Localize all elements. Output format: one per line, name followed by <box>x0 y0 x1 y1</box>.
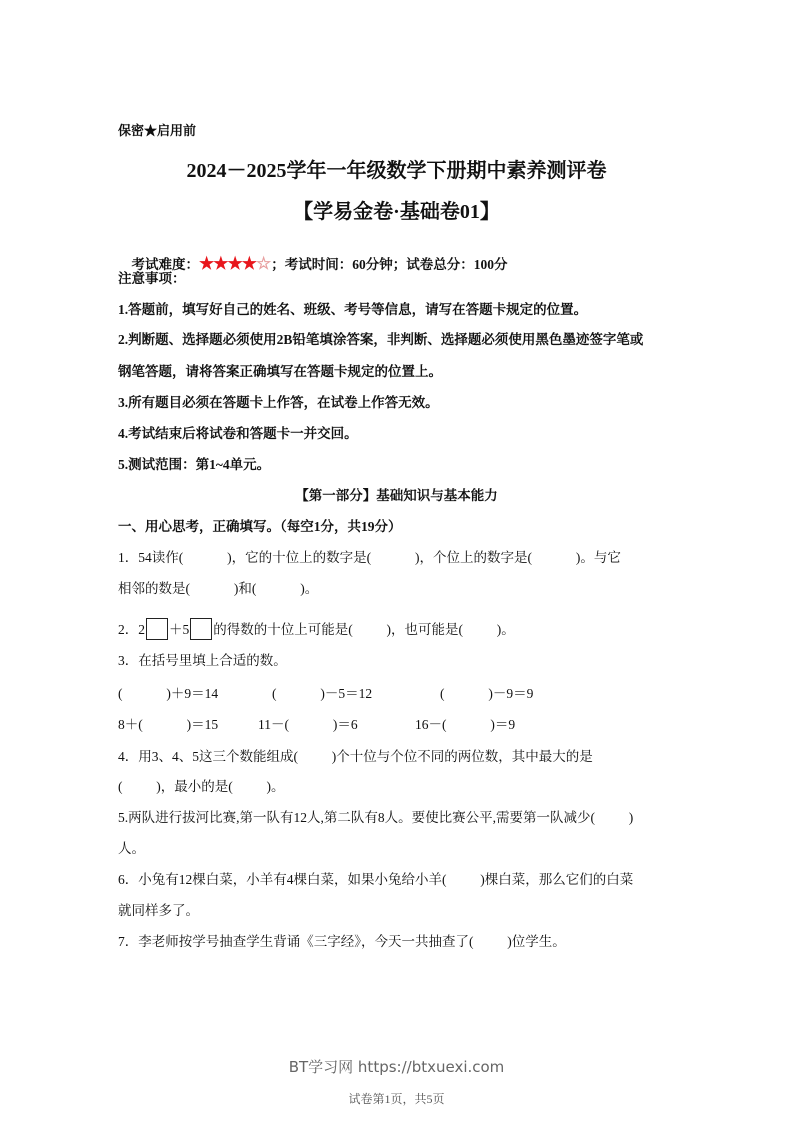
q3-equation: ( )－9＝9 <box>440 686 534 701</box>
question-1-line-2: 相邻的数是( )和( )。 <box>118 581 319 596</box>
page-number: 试卷第1页，共5页 <box>348 1092 445 1106</box>
question-4-line-2: ( )，最小的是( )。 <box>118 779 285 794</box>
question-2 <box>118 618 515 640</box>
difficulty-label: 考试难度： <box>131 257 199 272</box>
question-5-line-1: 5.两队进行拔河比赛,第一队有12人,第二队有8人。要使比赛公平,需要第一队减少( ) <box>118 810 634 825</box>
note-item: 1.答题前，填写好自己的姓名、班级、考号等信息，请写在答题卡规定的位置。 <box>118 302 588 317</box>
question-6-line-2: 就同样多了。 <box>118 903 199 918</box>
exam-subtitle: 【学易金卷·基础卷01】 <box>293 201 500 223</box>
confidential-label: 保密★启用前 <box>118 123 197 138</box>
q3-equation: ( )－5＝12 <box>272 686 373 701</box>
note-item: 2.判断题、选择题必须使用2B铅笔填涂答案，非判断、选择题必须使用黑色墨迹签字笔或 <box>118 332 644 347</box>
q2-part-b: ＋5 <box>169 622 190 637</box>
note-item: 4.考试结束后将试卷和答题卡一并交回。 <box>118 426 358 441</box>
q3-equation: ( )＋9＝14 <box>118 686 219 701</box>
question-7: 7．李老师按学号抽查学生背诵《三字经》，今天一共抽查了( )位学生。 <box>118 934 566 949</box>
watermark: BT学习网 https://btxuexi.com <box>288 1058 505 1076</box>
section-heading: 一、用心思考，正确填写。（每空1分，共19分） <box>118 519 402 534</box>
empty-star-icon: ☆ <box>255 254 272 273</box>
note-item: 3.所有题目必须在答题卡上作答，在试卷上作答无效。 <box>118 395 439 410</box>
filled-stars-icon: ★★★★ <box>199 254 256 273</box>
exam-title: 2024－2025学年一年级数学下册期中素养测评卷 <box>186 160 607 182</box>
notes-heading: 注意事项： <box>118 271 186 286</box>
digit-box[interactable] <box>190 618 212 640</box>
digit-box[interactable] <box>146 618 168 640</box>
question-6-line-1: 6．小兔有12棵白菜，小羊有4棵白菜，如果小兔给小羊( )棵白菜，那么它们的白菜 <box>118 872 634 887</box>
question-4-line-1: 4．用3、4、5这三个数能组成( )个十位与个位不同的两位数，其中最大的是 <box>118 749 593 764</box>
note-item: 5.测试范围：第1~4单元。 <box>118 457 271 472</box>
question-3: 3．在括号里填上合适的数。 <box>118 653 287 668</box>
q2-part-c: 的得数的十位上可能是( )，也可能是( )。 <box>213 622 515 637</box>
question-1-line-1: 1．54读作( )，它的十位上的数字是( )，个位上的数字是( )。与它 <box>118 550 621 565</box>
note-item: 钢笔答题，请将答案正确填写在答题卡规定的位置上。 <box>118 364 442 379</box>
part-title: 【第一部分】基础知识与基本能力 <box>295 488 498 503</box>
q3-equation: 11－( )＝6 <box>258 717 358 732</box>
q3-equation: 16－( )＝9 <box>415 717 516 732</box>
question-5-line-2: 人。 <box>118 841 145 856</box>
q3-equation: 8＋( )＝15 <box>118 717 219 732</box>
q2-part-a: 2．2 <box>118 622 145 637</box>
exam-time-score: ；考试时间：60分钟；试卷总分：100分 <box>271 257 508 272</box>
